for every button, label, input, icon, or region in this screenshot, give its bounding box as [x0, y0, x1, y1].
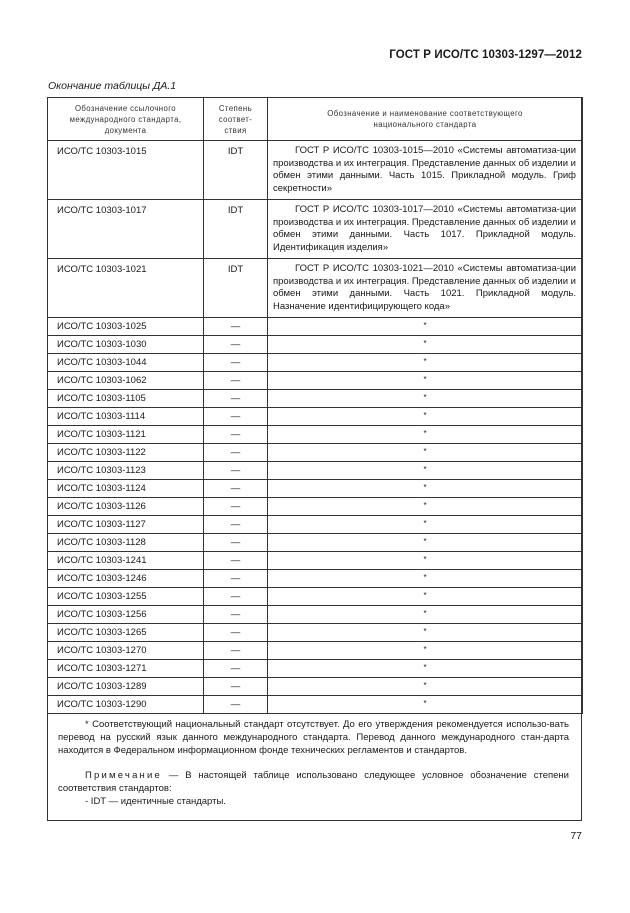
table-row	[48, 141, 583, 200]
degree-cell: —	[204, 534, 268, 552]
table-row	[48, 372, 583, 390]
national-standard-cell: *	[268, 516, 583, 534]
reference-cell: ИСО/ТС 10303-1265	[48, 624, 204, 642]
degree-cell: —	[204, 696, 268, 714]
reference-cell: ИСО/ТС 10303-1062	[48, 372, 204, 390]
table-row	[48, 318, 583, 336]
table-row	[48, 660, 583, 678]
column-header-reference: Обозначение ссылочного международного стандарта, документа	[48, 98, 204, 141]
degree-cell: —	[204, 552, 268, 570]
degree-cell: —	[204, 480, 268, 498]
reference-cell: ИСО/ТС 10303-1030	[48, 336, 204, 354]
national-standard-cell: *	[268, 462, 583, 480]
degree-cell: —	[204, 678, 268, 696]
reference-cell: ИСО/ТС 10303-1241	[48, 552, 204, 570]
table-row	[48, 642, 583, 660]
national-standard-cell: *	[268, 390, 583, 408]
table-row	[48, 696, 583, 714]
degree-cell: —	[204, 570, 268, 588]
table-row	[48, 200, 583, 259]
reference-cell: ИСО/ТС 10303-1121	[48, 426, 204, 444]
column-header-degree: Степень соответ-ствия	[204, 98, 268, 141]
national-standard-cell: *	[268, 354, 583, 372]
table-row	[48, 444, 583, 462]
table-row	[48, 606, 583, 624]
degree-cell: —	[204, 318, 268, 336]
national-standard-cell: *	[268, 606, 583, 624]
degree-cell: —	[204, 606, 268, 624]
notes-block	[58, 718, 569, 808]
degree-cell: —	[204, 336, 268, 354]
degree-cell: —	[204, 588, 268, 606]
table-row	[48, 336, 583, 354]
table-row	[48, 390, 583, 408]
degree-cell: —	[204, 372, 268, 390]
national-standard-cell: *	[268, 372, 583, 390]
reference-cell: ИСО/ТС 10303-1025	[48, 318, 204, 336]
national-standard-cell: *	[268, 318, 583, 336]
national-standard-cell: *	[268, 426, 583, 444]
reference-cell: ИСО/ТС 10303-1271	[48, 660, 204, 678]
degree-cell: —	[204, 516, 268, 534]
national-standard-cell: *	[268, 336, 583, 354]
page-number: 77	[570, 830, 582, 842]
national-standard-cell: *	[268, 498, 583, 516]
table-row	[48, 552, 583, 570]
national-standard-cell: *	[268, 678, 583, 696]
national-standard-cell: *	[268, 408, 583, 426]
reference-cell: ИСО/ТС 10303-1290	[48, 696, 204, 714]
table-row	[48, 678, 583, 696]
table-row	[48, 480, 583, 498]
table-row	[48, 408, 583, 426]
degree-cell: —	[204, 660, 268, 678]
page-header-standard: ГОСТ Р ИСО/ТС 10303-1297—2012	[389, 49, 582, 61]
table-row	[48, 462, 583, 480]
table-row	[48, 259, 583, 318]
reference-cell: ИСО/ТС 10303-1124	[48, 480, 204, 498]
degree-cell: —	[204, 390, 268, 408]
national-standard-cell: *	[268, 588, 583, 606]
reference-cell: ИСО/ТС 10303-1044	[48, 354, 204, 372]
national-standard-cell: *	[268, 534, 583, 552]
national-standard-cell: *	[268, 624, 583, 642]
correspondence-table	[47, 97, 583, 714]
national-standard-cell: *	[268, 480, 583, 498]
table-row	[48, 516, 583, 534]
reference-cell: ИСО/ТС 10303-1255	[48, 588, 204, 606]
degree-cell: —	[204, 498, 268, 516]
reference-cell: ИСО/ТС 10303-1021	[48, 259, 204, 318]
reference-cell: ИСО/ТС 10303-1123	[48, 462, 204, 480]
national-standard-cell: *	[268, 696, 583, 714]
table-row	[48, 534, 583, 552]
column-header-national: Обозначение и наименование соответствующего национального стандарта	[268, 98, 583, 141]
degree-cell: —	[204, 354, 268, 372]
reference-cell: ИСО/ТС 10303-1122	[48, 444, 204, 462]
degree-cell: —	[204, 642, 268, 660]
table-row	[48, 588, 583, 606]
national-standard-cell: *	[268, 570, 583, 588]
table-row	[48, 498, 583, 516]
reference-cell: ИСО/ТС 10303-1015	[48, 141, 204, 200]
national-standard-cell: *	[268, 660, 583, 678]
degree-cell: —	[204, 408, 268, 426]
national-standard-cell: *	[268, 642, 583, 660]
national-standard-cell: ГОСТ Р ИСО/ТС 10303-1017—2010 «Системы автоматиза-ции производства и их интеграция. Представление данных об изделии и обмен этими данными. Часть 1017. Прикладной модуль. Идентификация изделия»	[268, 200, 583, 259]
reference-cell: ИСО/ТС 10303-1105	[48, 390, 204, 408]
degree-cell: —	[204, 444, 268, 462]
footnote: * Соответствующий национальный стандарт отсутствует. До его утверждения рекомендуется использо-вать перевод на русский язык данного международного стандарта. Перевод данного международного стан-дарта находится в Федеральном информационном фонде технических регламентов и стандартов.	[58, 719, 569, 756]
table-row	[48, 624, 583, 642]
table-row	[48, 426, 583, 444]
reference-cell: ИСО/ТС 10303-1289	[48, 678, 204, 696]
national-standard-cell: ГОСТ Р ИСО/ТС 10303-1021—2010 «Системы автоматиза-ции производства и их интеграция. Представление данных об изделии и обмен этими данными. Часть 1021. Прикладной модуль. Назначение идентифицирующего кода»	[268, 259, 583, 318]
reference-cell: ИСО/ТС 10303-1127	[48, 516, 204, 534]
table-body	[48, 141, 583, 714]
national-standard-cell: *	[268, 552, 583, 570]
table-header-row	[48, 98, 583, 141]
reference-cell: ИСО/ТС 10303-1256	[48, 606, 204, 624]
reference-cell: ИСО/ТС 10303-1270	[48, 642, 204, 660]
national-standard-cell: *	[268, 444, 583, 462]
reference-cell: ИСО/ТС 10303-1126	[48, 498, 204, 516]
degree-cell: —	[204, 462, 268, 480]
reference-cell: ИСО/ТС 10303-1246	[48, 570, 204, 588]
degree-cell: IDT	[204, 141, 268, 200]
note-item: - IDT — идентичные стандарты.	[85, 796, 226, 807]
degree-cell: —	[204, 426, 268, 444]
table-caption: Окончание таблицы ДА.1	[48, 80, 177, 92]
note-label: Примечание	[85, 770, 162, 781]
degree-cell: IDT	[204, 200, 268, 259]
national-standard-cell: ГОСТ Р ИСО/ТС 10303-1015—2010 «Системы автоматиза-ции производства и их интеграция. Представление данных об изделии и обмен этими данными. Часть 1015. Прикладной модуль. Гриф секретности»	[268, 141, 583, 200]
note-text: — В настоящей таблице использовано следующее условное обозначение степени соответствия стандартов:	[58, 770, 569, 794]
table-frame	[47, 97, 582, 821]
note-paragraph	[58, 769, 569, 795]
reference-cell: ИСО/ТС 10303-1114	[48, 408, 204, 426]
table-row	[48, 570, 583, 588]
table-row	[48, 354, 583, 372]
degree-cell: —	[204, 624, 268, 642]
degree-cell: IDT	[204, 259, 268, 318]
reference-cell: ИСО/ТС 10303-1128	[48, 534, 204, 552]
reference-cell: ИСО/ТС 10303-1017	[48, 200, 204, 259]
